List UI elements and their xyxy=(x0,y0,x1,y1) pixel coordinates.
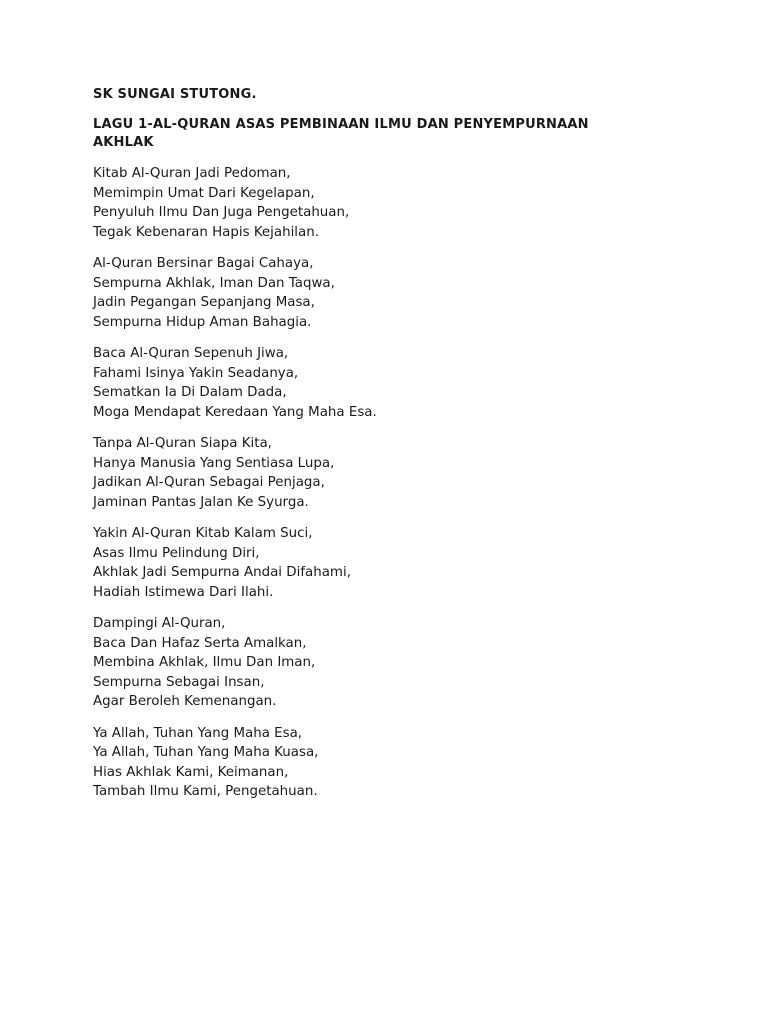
lyric-line: Memimpin Umat Dari Kegelapan, xyxy=(93,185,315,201)
stanza xyxy=(93,434,693,512)
stanza xyxy=(93,254,693,332)
lyric-line: Fahami Isinya Yakin Seadanya, xyxy=(93,365,299,381)
lyric-line: Jaminan Pantas Jalan Ke Syurga. xyxy=(93,494,309,510)
stanza xyxy=(93,344,693,422)
lyric-line: Tegak Kebenaran Hapis Kejahilan. xyxy=(93,224,319,240)
lyric-line: Al-Quran Bersinar Bagai Cahaya, xyxy=(93,256,314,271)
lyric-line: Jadikan Al-Quran Sebagai Penjaga, xyxy=(93,475,325,490)
lyric-line: Penyuluh Ilmu Dan Juga Pengetahuan, xyxy=(93,205,350,220)
document-content xyxy=(93,86,693,814)
lyric-line: Tanpa Al-Quran Siapa Kita, xyxy=(93,436,272,451)
lyric-line: Yakin Al-Quran Kitab Kalam Suci, xyxy=(93,526,313,541)
lyric-line: Agar Beroleh Kemenangan. xyxy=(93,694,277,709)
stanza xyxy=(93,164,693,242)
stanza xyxy=(93,524,693,602)
lyric-line: Baca Dan Hafaz Serta Amalkan, xyxy=(93,635,307,651)
stanza xyxy=(93,724,693,802)
lyric-line: Tambah Ilmu Kami, Pengetahuan. xyxy=(93,784,318,799)
lyric-line: Sempurna Hidup Aman Bahagia. xyxy=(93,314,312,330)
lyric-line: Hias Akhlak Kami, Keimanan, xyxy=(93,764,289,780)
lyrics xyxy=(93,164,693,802)
lyric-line: Ya Allah, Tuhan Yang Maha Esa, xyxy=(93,725,303,741)
song-title: LAGU 1-AL-QURAN ASAS PEMBINAAN ILMU DAN PENYEMPURNAAN AKHLAK xyxy=(93,117,589,150)
lyric-line: Moga Mendapat Keredaan Yang Maha Esa. xyxy=(93,404,377,420)
lyric-line: Jadin Pegangan Sepanjang Masa, xyxy=(93,295,315,310)
stanza xyxy=(93,614,693,712)
lyric-line: Sematkan Ia Di Dalam Dada, xyxy=(93,385,287,400)
lyric-line: Sempurna Akhlak, Iman Dan Taqwa, xyxy=(93,275,335,291)
lyric-line: Membina Akhlak, Ilmu Dan Iman, xyxy=(93,655,316,670)
school-name: SK SUNGAI STUTONG. xyxy=(93,87,257,102)
lyric-line: Baca Al-Quran Sepenuh Jiwa, xyxy=(93,346,289,361)
lyric-line: Sempurna Sebagai Insan, xyxy=(93,674,265,690)
lyric-line: Kitab Al-Quran Jadi Pedoman, xyxy=(93,166,291,181)
lyric-line: Hadiah Istimewa Dari Ilahi. xyxy=(93,584,274,600)
lyric-line: Akhlak Jadi Sempurna Andai Difahami, xyxy=(93,565,351,580)
lyric-line: Ya Allah, Tuhan Yang Maha Kuasa, xyxy=(93,745,319,760)
lyric-line: Hanya Manusia Yang Sentiasa Lupa, xyxy=(93,455,335,471)
lyric-line: Dampingi Al-Quran, xyxy=(93,616,226,631)
lyric-line: Asas Ilmu Pelindung Diri, xyxy=(93,545,260,561)
